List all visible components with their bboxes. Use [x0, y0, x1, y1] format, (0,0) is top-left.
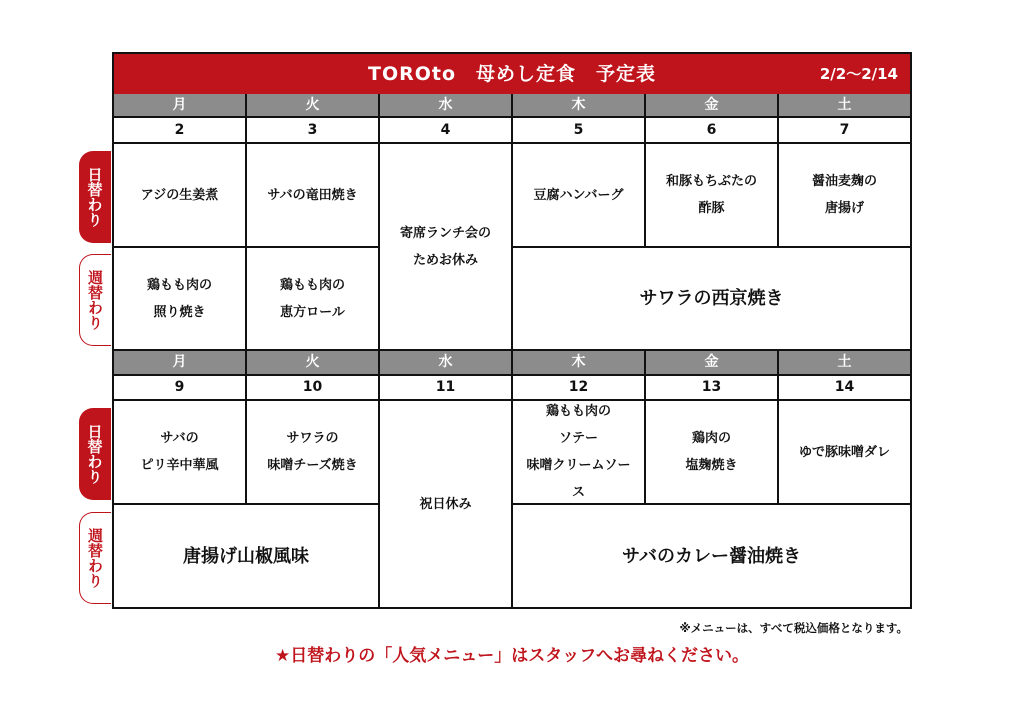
menu-cell-daily: アジの生姜煮	[114, 144, 247, 248]
date-cell: 14	[779, 376, 910, 401]
menu-cell-daily: 和豚もちぶたの 酢豚	[646, 144, 779, 248]
weekly-tab: 週替わり	[79, 254, 111, 346]
day-header-sat: 土	[779, 351, 910, 376]
day-header-mon: 月	[114, 351, 247, 376]
date-cell: 9	[114, 376, 247, 401]
date-range: 2/2〜2/14	[819, 65, 898, 83]
menu-cell-daily: 鶏肉の 塩麹焼き	[646, 401, 779, 505]
menu-cell-weekly: 唐揚げ山椒風味	[114, 505, 380, 607]
date-cell: 3	[247, 118, 380, 144]
menu-cell-weekly: 鶏もも肉の 照り焼き	[114, 248, 247, 351]
date-cell: 11	[380, 376, 513, 401]
day-header-sat: 土	[779, 94, 910, 118]
date-cell: 12	[513, 376, 646, 401]
closed-cell: 祝日休み	[380, 401, 513, 607]
daily-tab: 日替わり	[79, 151, 111, 243]
date-cell: 6	[646, 118, 779, 144]
weekly-tab: 週替わり	[79, 512, 111, 604]
table-frame	[112, 52, 912, 609]
date-cell: 13	[646, 376, 779, 401]
menu-cell-daily: サバの竜田焼き	[247, 144, 380, 248]
menu-cell-daily: 醤油麦麹の 唐揚げ	[779, 144, 910, 248]
day-header-mon: 月	[114, 94, 247, 118]
day-header-thu: 木	[513, 351, 646, 376]
date-cell: 2	[114, 118, 247, 144]
menu-cell-daily: 豆腐ハンバーグ	[513, 144, 646, 248]
date-cell: 7	[779, 118, 910, 144]
date-cell: 5	[513, 118, 646, 144]
day-header-wed: 水	[380, 351, 513, 376]
menu-cell-daily: サバの ピリ辛中華風	[114, 401, 247, 505]
daily-tab: 日替わり	[79, 408, 111, 500]
day-header-fri: 金	[646, 351, 779, 376]
date-cell: 4	[380, 118, 513, 144]
staff-note: ★日替わりの「人気メニュー」はスタッフへお尋ねください。	[275, 646, 749, 666]
menu-cell-daily: サワラの 味噌チーズ焼き	[247, 401, 380, 505]
day-header-tue: 火	[247, 94, 380, 118]
page-title: TOROto 母めし定食 予定表	[367, 63, 657, 85]
menu-cell-weekly: 鶏もも肉の 恵方ロール	[247, 248, 380, 351]
menu-cell-weekly: サワラの西京焼き	[513, 248, 910, 351]
day-header-tue: 火	[247, 351, 380, 376]
menu-cell-weekly: サバのカレー醤油焼き	[513, 505, 910, 607]
day-header-fri: 金	[646, 94, 779, 118]
date-cell: 10	[247, 376, 380, 401]
menu-cell-daily: 鶏もも肉の ソテー 味噌クリームソー ス	[513, 401, 646, 505]
day-header-thu: 木	[513, 94, 646, 118]
tax-note: ※メニューは、すべて税込価格となります。	[679, 621, 908, 635]
day-header-wed: 水	[380, 94, 513, 118]
menu-cell-daily: ゆで豚味噌ダレ	[779, 401, 910, 505]
closed-cell: 寄席ランチ会の ためお休み	[380, 144, 513, 351]
